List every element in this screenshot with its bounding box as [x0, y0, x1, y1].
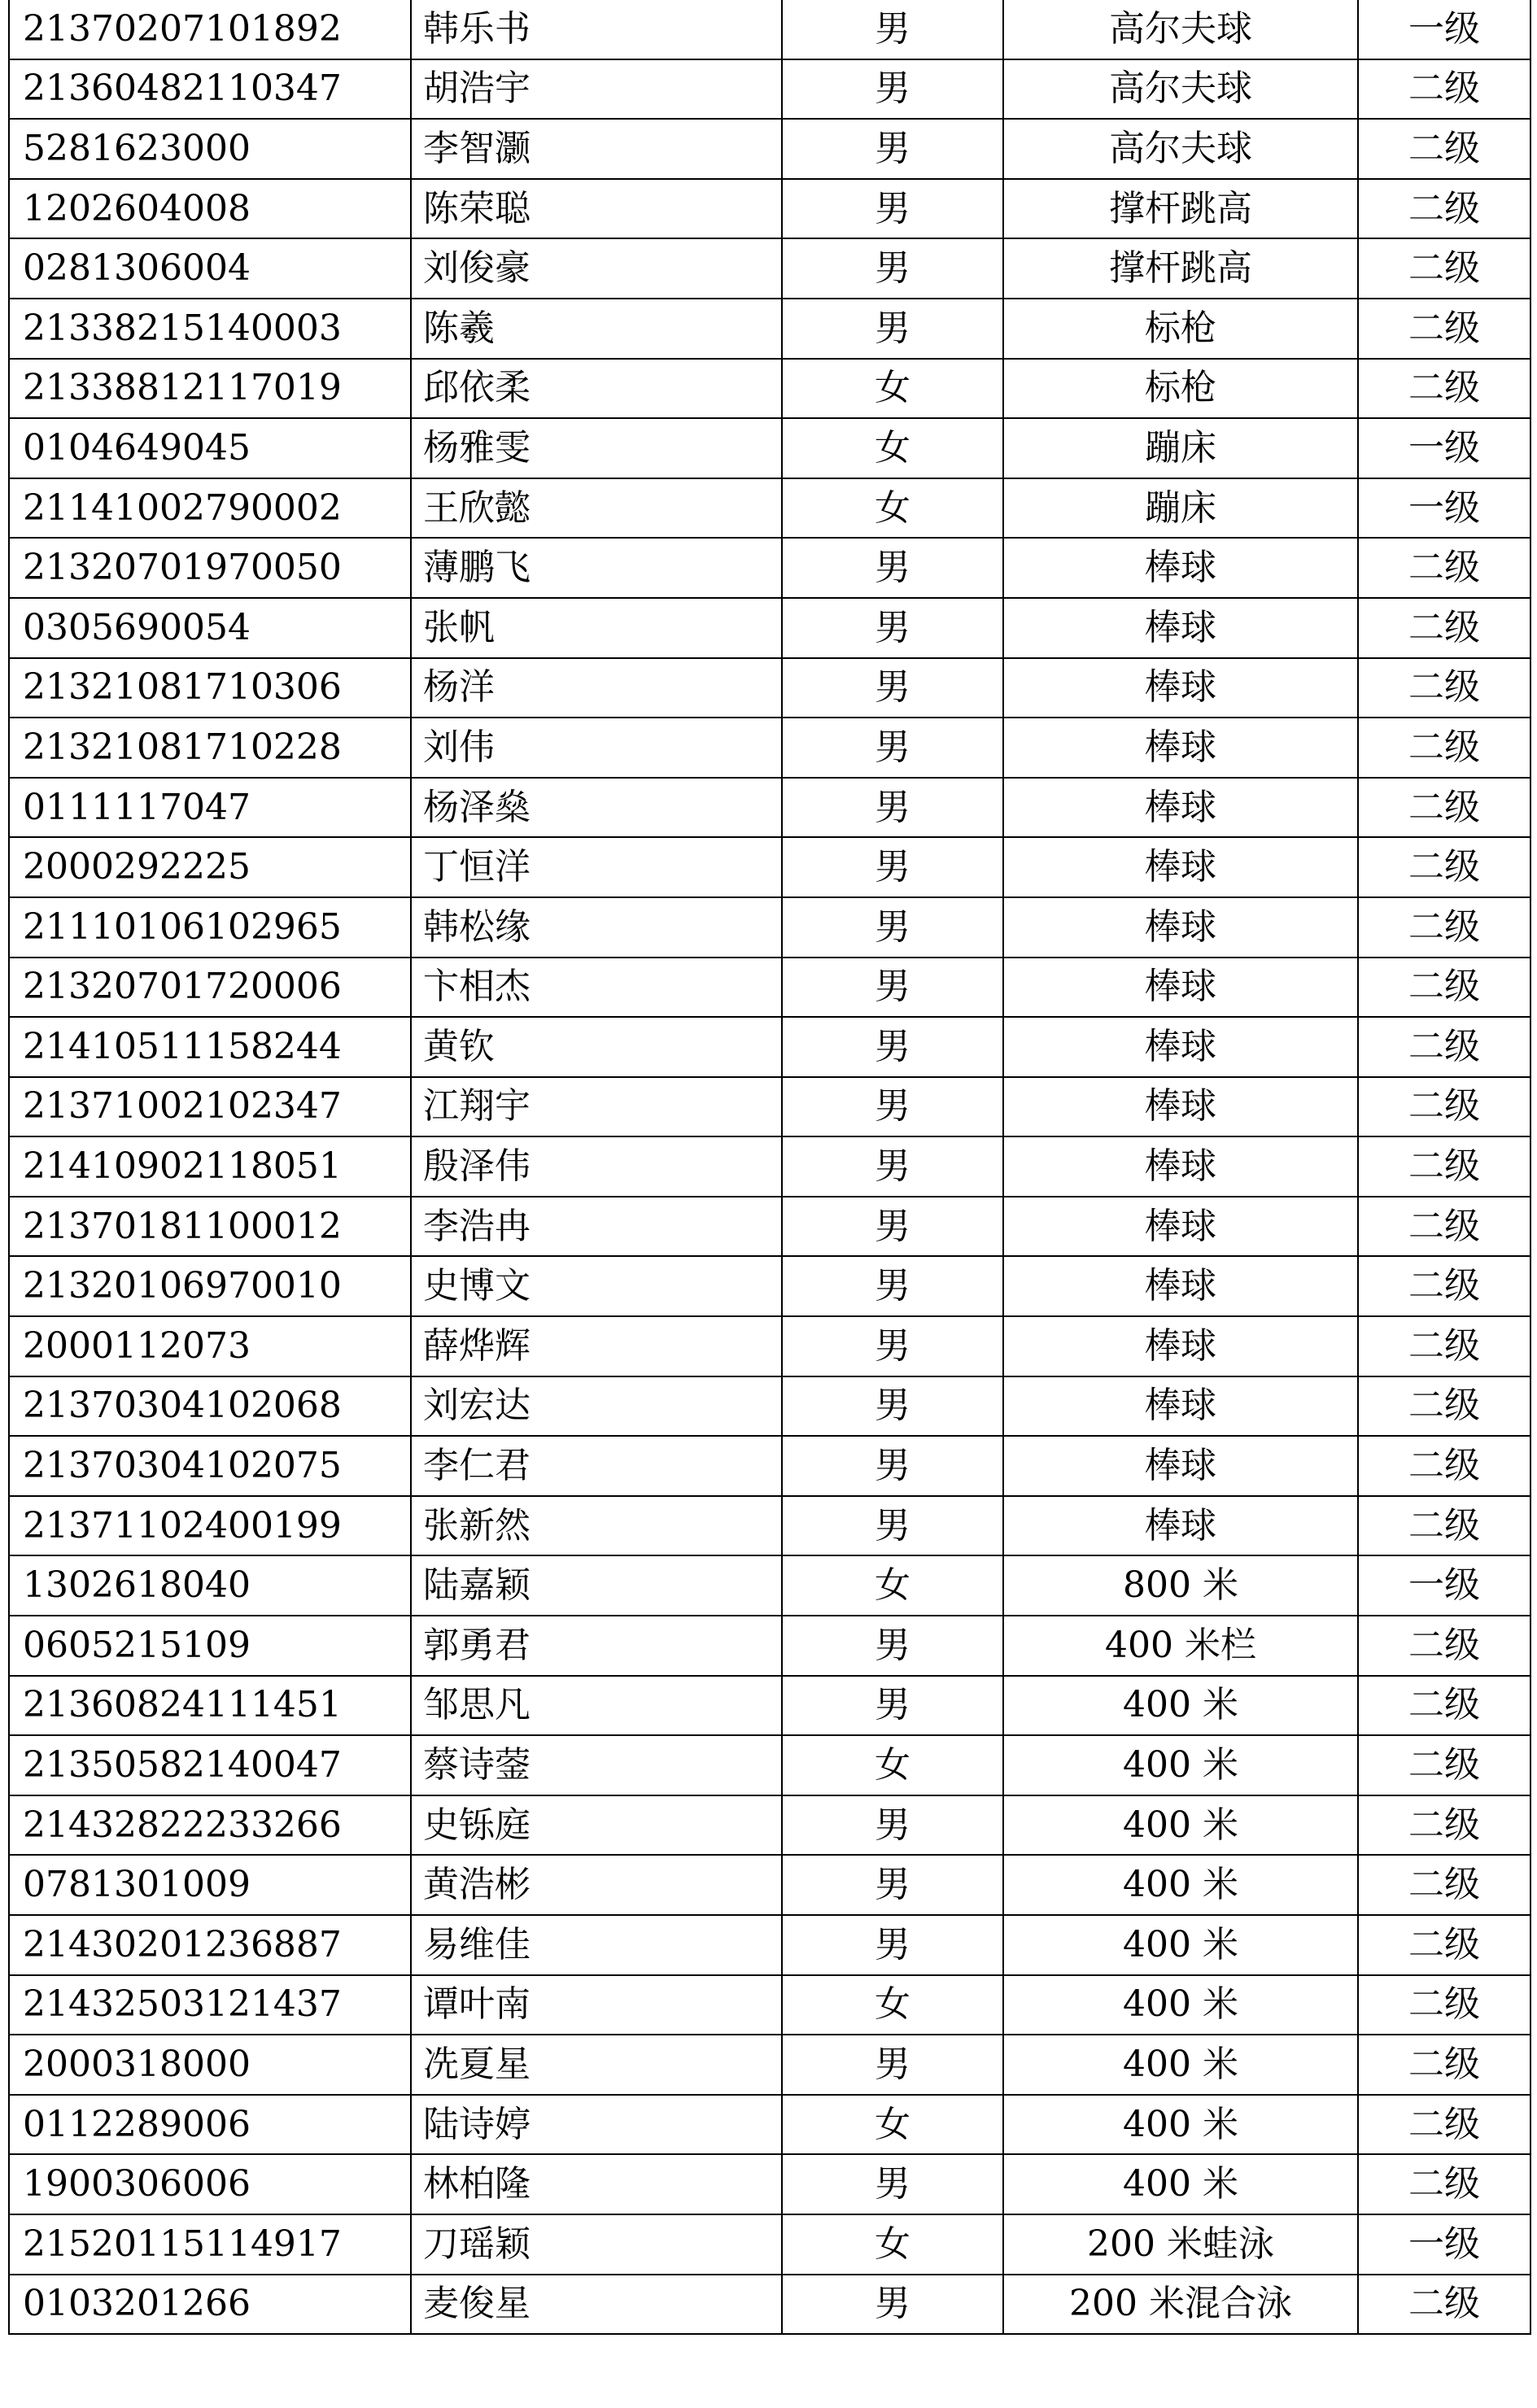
table-row — [9, 2154, 1530, 2214]
event-cell: 棒球 — [1003, 1316, 1358, 1376]
event-cell: 棒球 — [1003, 598, 1358, 658]
gender-cell: 男 — [782, 119, 1003, 179]
athlete-name-cell: 史博文 — [411, 1256, 782, 1316]
gender-cell: 男 — [782, 1855, 1003, 1915]
athlete-id-cell: 21360482110347 — [9, 59, 411, 120]
event-cell: 棒球 — [1003, 658, 1358, 718]
level-cell: 二级 — [1358, 837, 1530, 897]
athlete-id-cell: 21321081710306 — [9, 658, 411, 718]
athlete-name-cell: 李智灏 — [411, 119, 782, 179]
level-cell: 二级 — [1358, 1855, 1530, 1915]
gender-cell: 男 — [782, 837, 1003, 897]
athlete-id-cell: 5281623000 — [9, 119, 411, 179]
table-row — [9, 1316, 1530, 1376]
event-cell: 棒球 — [1003, 837, 1358, 897]
level-cell: 二级 — [1358, 2095, 1530, 2155]
athlete-id-cell: 21430201236887 — [9, 1915, 411, 1975]
event-cell: 撑杆跳高 — [1003, 238, 1358, 299]
athlete-id-cell: 2000318000 — [9, 2035, 411, 2095]
level-cell: 二级 — [1358, 359, 1530, 419]
event-cell: 高尔夫球 — [1003, 119, 1358, 179]
athlete-id-cell: 0305690054 — [9, 598, 411, 658]
level-cell: 二级 — [1358, 1197, 1530, 1257]
table-row — [9, 59, 1530, 120]
gender-cell: 男 — [782, 598, 1003, 658]
event-cell: 棒球 — [1003, 1017, 1358, 1077]
athlete-id-cell: 21432822233266 — [9, 1795, 411, 1856]
gender-cell: 女 — [782, 1555, 1003, 1616]
table-row — [9, 418, 1530, 478]
athlete-name-cell: 江翔宇 — [411, 1077, 782, 1137]
athlete-name-cell: 郭勇君 — [411, 1616, 782, 1676]
event-cell: 400 米 — [1003, 1975, 1358, 2035]
athlete-id-cell: 21360824111451 — [9, 1676, 411, 1736]
level-cell: 二级 — [1358, 2154, 1530, 2214]
level-cell: 二级 — [1358, 778, 1530, 838]
athlete-id-cell: 0781301009 — [9, 1855, 411, 1915]
athlete-id-cell: 21432503121437 — [9, 1975, 411, 2035]
athlete-name-cell: 杨洋 — [411, 658, 782, 718]
level-cell: 二级 — [1358, 2275, 1530, 2335]
athlete-name-cell: 谭叶南 — [411, 1975, 782, 2035]
athlete-table — [8, 0, 1531, 2335]
level-cell: 二级 — [1358, 658, 1530, 718]
athlete-id-cell: 21320106970010 — [9, 1256, 411, 1316]
athlete-name-cell: 刘伟 — [411, 718, 782, 778]
athlete-name-cell: 刘俊豪 — [411, 238, 782, 299]
gender-cell: 男 — [782, 1077, 1003, 1137]
gender-cell: 男 — [782, 1017, 1003, 1077]
athlete-id-cell: 0281306004 — [9, 238, 411, 299]
athlete-name-cell: 陈荣聪 — [411, 179, 782, 239]
event-cell: 蹦床 — [1003, 478, 1358, 539]
event-cell: 撑杆跳高 — [1003, 179, 1358, 239]
athlete-name-cell: 陈羲 — [411, 299, 782, 359]
level-cell: 二级 — [1358, 538, 1530, 598]
gender-cell: 男 — [782, 179, 1003, 239]
event-cell: 400 米 — [1003, 2095, 1358, 2155]
level-cell: 二级 — [1358, 598, 1530, 658]
athlete-name-cell: 张帆 — [411, 598, 782, 658]
table-row — [9, 778, 1530, 838]
athlete-id-cell: 21370304102075 — [9, 1436, 411, 1496]
event-cell: 200 米蛙泳 — [1003, 2214, 1358, 2275]
table-row — [9, 1616, 1530, 1676]
level-cell: 二级 — [1358, 1915, 1530, 1975]
level-cell: 一级 — [1358, 2214, 1530, 2275]
athlete-id-cell: 1302618040 — [9, 1555, 411, 1616]
gender-cell: 男 — [782, 1376, 1003, 1437]
table-row — [9, 837, 1530, 897]
table-row — [9, 718, 1530, 778]
gender-cell: 男 — [782, 897, 1003, 958]
table-row — [9, 1436, 1530, 1496]
level-cell: 二级 — [1358, 1496, 1530, 1556]
event-cell: 400 米 — [1003, 1855, 1358, 1915]
athlete-name-cell: 薛烨辉 — [411, 1316, 782, 1376]
athlete-id-cell: 0605215109 — [9, 1616, 411, 1676]
table-row — [9, 538, 1530, 598]
event-cell: 高尔夫球 — [1003, 59, 1358, 120]
athlete-name-cell: 史铄庭 — [411, 1795, 782, 1856]
table-row — [9, 1795, 1530, 1856]
athlete-id-cell: 1202604008 — [9, 179, 411, 239]
level-cell: 二级 — [1358, 1975, 1530, 2035]
athlete-name-cell: 麦俊星 — [411, 2275, 782, 2335]
athlete-id-cell: 21350582140047 — [9, 1735, 411, 1795]
athlete-name-cell: 殷泽伟 — [411, 1136, 782, 1197]
athlete-id-cell: 2000292225 — [9, 837, 411, 897]
athlete-id-cell: 0112289006 — [9, 2095, 411, 2155]
athlete-table-body — [9, 0, 1530, 2334]
gender-cell: 女 — [782, 359, 1003, 419]
athlete-name-cell: 刘宏达 — [411, 1376, 782, 1437]
athlete-name-cell: 易维佳 — [411, 1915, 782, 1975]
athlete-name-cell: 陆诗婷 — [411, 2095, 782, 2155]
athlete-id-cell: 21520115114917 — [9, 2214, 411, 2275]
athlete-id-cell: 21370181100012 — [9, 1197, 411, 1257]
gender-cell: 男 — [782, 1795, 1003, 1856]
event-cell: 400 米 — [1003, 2154, 1358, 2214]
gender-cell: 男 — [782, 1197, 1003, 1257]
athlete-id-cell: 21371102400199 — [9, 1496, 411, 1556]
level-cell: 二级 — [1358, 1376, 1530, 1437]
level-cell: 二级 — [1358, 958, 1530, 1018]
athlete-id-cell: 0104649045 — [9, 418, 411, 478]
event-cell: 棒球 — [1003, 1436, 1358, 1496]
table-row — [9, 2035, 1530, 2095]
gender-cell: 女 — [782, 2095, 1003, 2155]
athlete-id-cell: 0103201266 — [9, 2275, 411, 2335]
gender-cell: 男 — [782, 538, 1003, 598]
level-cell: 二级 — [1358, 718, 1530, 778]
table-row — [9, 1256, 1530, 1316]
table-row — [9, 658, 1530, 718]
table-row — [9, 2095, 1530, 2155]
athlete-name-cell: 刀瑶颖 — [411, 2214, 782, 2275]
table-row — [9, 1975, 1530, 2035]
gender-cell: 男 — [782, 59, 1003, 120]
table-row — [9, 1735, 1530, 1795]
athlete-id-cell: 21320701970050 — [9, 538, 411, 598]
table-row — [9, 1676, 1530, 1736]
athlete-name-cell: 丁恒洋 — [411, 837, 782, 897]
table-row — [9, 238, 1530, 299]
athlete-name-cell: 杨雅雯 — [411, 418, 782, 478]
gender-cell: 男 — [782, 1436, 1003, 1496]
gender-cell: 男 — [782, 2035, 1003, 2095]
event-cell: 400 米 — [1003, 1735, 1358, 1795]
gender-cell: 女 — [782, 1975, 1003, 2035]
level-cell: 二级 — [1358, 1436, 1530, 1496]
table-row — [9, 598, 1530, 658]
athlete-id-cell: 21320701720006 — [9, 958, 411, 1018]
athlete-name-cell: 邱依柔 — [411, 359, 782, 419]
gender-cell: 男 — [782, 1316, 1003, 1376]
athlete-name-cell: 李浩冉 — [411, 1197, 782, 1257]
table-row — [9, 1136, 1530, 1197]
athlete-id-cell: 21371002102347 — [9, 1077, 411, 1137]
table-row — [9, 1555, 1530, 1616]
level-cell: 二级 — [1358, 1136, 1530, 1197]
table-row — [9, 1197, 1530, 1257]
table-row — [9, 119, 1530, 179]
event-cell: 400 米 — [1003, 2035, 1358, 2095]
level-cell: 二级 — [1358, 1616, 1530, 1676]
gender-cell: 男 — [782, 1256, 1003, 1316]
gender-cell: 男 — [782, 1496, 1003, 1556]
athlete-name-cell: 王欣懿 — [411, 478, 782, 539]
table-row — [9, 359, 1530, 419]
athlete-name-cell: 李仁君 — [411, 1436, 782, 1496]
event-cell: 800 米 — [1003, 1555, 1358, 1616]
athlete-name-cell: 韩乐书 — [411, 0, 782, 59]
athlete-name-cell: 邹思凡 — [411, 1676, 782, 1736]
table-row — [9, 179, 1530, 239]
table-row — [9, 897, 1530, 958]
event-cell: 400 米 — [1003, 1795, 1358, 1856]
level-cell: 二级 — [1358, 59, 1530, 120]
table-row — [9, 1496, 1530, 1556]
athlete-id-cell: 21410511158244 — [9, 1017, 411, 1077]
athlete-name-cell: 张新然 — [411, 1496, 782, 1556]
level-cell: 二级 — [1358, 119, 1530, 179]
gender-cell: 男 — [782, 1616, 1003, 1676]
table-row — [9, 2275, 1530, 2335]
athlete-name-cell: 陆嘉颖 — [411, 1555, 782, 1616]
athlete-name-cell: 蔡诗蓥 — [411, 1735, 782, 1795]
level-cell: 二级 — [1358, 1676, 1530, 1736]
table-row — [9, 0, 1530, 59]
athlete-name-cell: 冼夏星 — [411, 2035, 782, 2095]
event-cell: 棒球 — [1003, 1197, 1358, 1257]
table-row — [9, 1017, 1530, 1077]
athlete-id-cell: 21370304102068 — [9, 1376, 411, 1437]
gender-cell: 男 — [782, 718, 1003, 778]
event-cell: 棒球 — [1003, 1376, 1358, 1437]
gender-cell: 男 — [782, 958, 1003, 1018]
athlete-id-cell: 0111117047 — [9, 778, 411, 838]
event-cell: 200 米混合泳 — [1003, 2275, 1358, 2335]
event-cell: 棒球 — [1003, 897, 1358, 958]
athlete-name-cell: 韩松缘 — [411, 897, 782, 958]
table-row — [9, 958, 1530, 1018]
level-cell: 一级 — [1358, 0, 1530, 59]
gender-cell: 男 — [782, 299, 1003, 359]
athlete-name-cell: 林柏隆 — [411, 2154, 782, 2214]
level-cell: 一级 — [1358, 478, 1530, 539]
table-row — [9, 478, 1530, 539]
event-cell: 棒球 — [1003, 958, 1358, 1018]
athlete-name-cell: 黄钦 — [411, 1017, 782, 1077]
level-cell: 二级 — [1358, 1017, 1530, 1077]
event-cell: 棒球 — [1003, 1496, 1358, 1556]
level-cell: 二级 — [1358, 1795, 1530, 1856]
level-cell: 二级 — [1358, 238, 1530, 299]
level-cell: 一级 — [1358, 1555, 1530, 1616]
table-row — [9, 1376, 1530, 1437]
gender-cell: 女 — [782, 478, 1003, 539]
table-row — [9, 1855, 1530, 1915]
table-row — [9, 2214, 1530, 2275]
athlete-id-cell: 1900306006 — [9, 2154, 411, 2214]
athlete-name-cell: 胡浩宇 — [411, 59, 782, 120]
level-cell: 二级 — [1358, 1735, 1530, 1795]
gender-cell: 女 — [782, 418, 1003, 478]
event-cell: 棒球 — [1003, 1256, 1358, 1316]
gender-cell: 男 — [782, 658, 1003, 718]
event-cell: 标枪 — [1003, 359, 1358, 419]
athlete-id-cell: 2000112073 — [9, 1316, 411, 1376]
event-cell: 蹦床 — [1003, 418, 1358, 478]
level-cell: 二级 — [1358, 2035, 1530, 2095]
event-cell: 棒球 — [1003, 778, 1358, 838]
athlete-id-cell: 21410902118051 — [9, 1136, 411, 1197]
level-cell: 二级 — [1358, 1316, 1530, 1376]
level-cell: 二级 — [1358, 299, 1530, 359]
table-row — [9, 1077, 1530, 1137]
gender-cell: 男 — [782, 778, 1003, 838]
event-cell: 400 米栏 — [1003, 1616, 1358, 1676]
athlete-id-cell: 21141002790002 — [9, 478, 411, 539]
level-cell: 二级 — [1358, 179, 1530, 239]
athlete-name-cell: 薄鹏飞 — [411, 538, 782, 598]
gender-cell: 男 — [782, 1915, 1003, 1975]
event-cell: 棒球 — [1003, 538, 1358, 598]
level-cell: 二级 — [1358, 897, 1530, 958]
event-cell: 标枪 — [1003, 299, 1358, 359]
level-cell: 二级 — [1358, 1077, 1530, 1137]
athlete-id-cell: 21338812117019 — [9, 359, 411, 419]
event-cell: 棒球 — [1003, 718, 1358, 778]
gender-cell: 男 — [782, 2275, 1003, 2335]
table-row — [9, 1915, 1530, 1975]
level-cell: 二级 — [1358, 1256, 1530, 1316]
event-cell: 高尔夫球 — [1003, 0, 1358, 59]
table-row — [9, 299, 1530, 359]
athlete-name-cell: 卞相杰 — [411, 958, 782, 1018]
event-cell: 400 米 — [1003, 1676, 1358, 1736]
gender-cell: 男 — [782, 0, 1003, 59]
gender-cell: 男 — [782, 2154, 1003, 2214]
gender-cell: 男 — [782, 1676, 1003, 1736]
level-cell: 一级 — [1358, 418, 1530, 478]
event-cell: 400 米 — [1003, 1915, 1358, 1975]
event-cell: 棒球 — [1003, 1077, 1358, 1137]
event-cell: 棒球 — [1003, 1136, 1358, 1197]
athlete-name-cell: 杨泽燊 — [411, 778, 782, 838]
athlete-id-cell: 21321081710228 — [9, 718, 411, 778]
gender-cell: 男 — [782, 1136, 1003, 1197]
gender-cell: 女 — [782, 2214, 1003, 2275]
athlete-name-cell: 黄浩彬 — [411, 1855, 782, 1915]
athlete-id-cell: 21110106102965 — [9, 897, 411, 958]
gender-cell: 男 — [782, 238, 1003, 299]
athlete-id-cell: 21338215140003 — [9, 299, 411, 359]
gender-cell: 女 — [782, 1735, 1003, 1795]
athlete-id-cell: 21370207101892 — [9, 0, 411, 59]
